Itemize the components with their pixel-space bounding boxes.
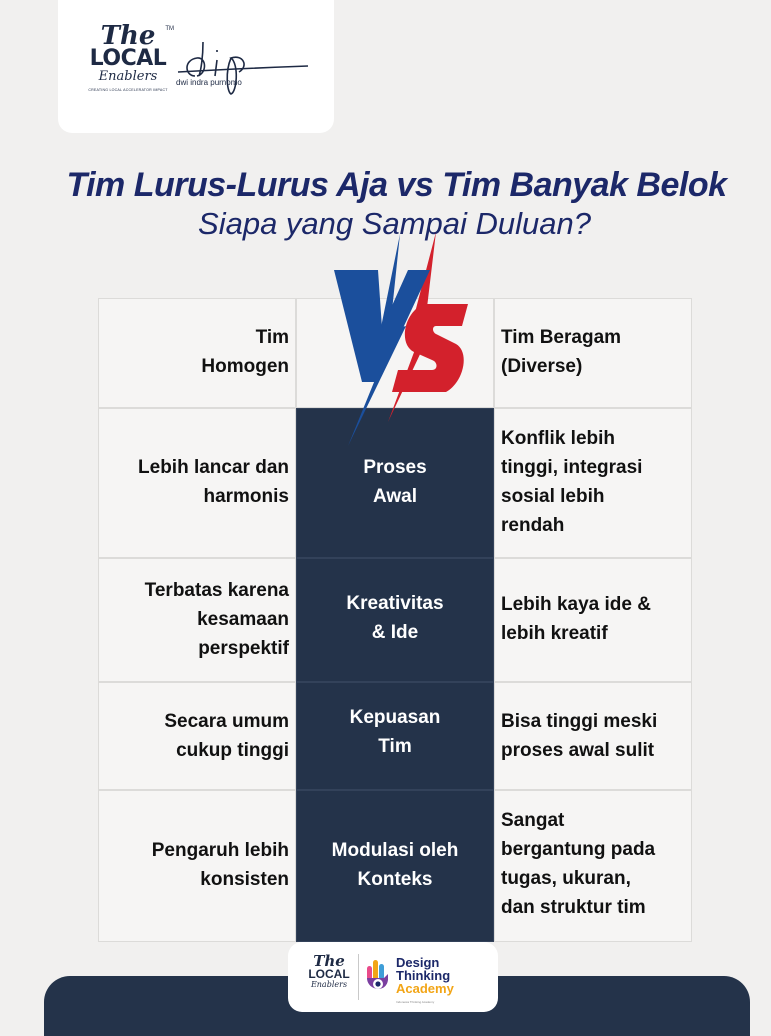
row-mid-text bbox=[297, 703, 493, 761]
row-line: Lebih kaya ide & bbox=[501, 594, 651, 615]
row-line: Lebih lancar dan bbox=[138, 457, 289, 478]
signature-logo-icon bbox=[173, 32, 313, 102]
table-row-left-cell bbox=[98, 682, 296, 790]
row-line: Kepuasan bbox=[349, 707, 441, 728]
brand-logo-card bbox=[58, 0, 334, 133]
row-left-text bbox=[138, 453, 289, 511]
row-line: kesamaan bbox=[197, 609, 289, 630]
table-row-left-cell bbox=[98, 408, 296, 558]
row-mid-text bbox=[297, 836, 493, 894]
header-right-line: Tim Beragam bbox=[501, 327, 622, 348]
logo-local-text: LOCAL bbox=[89, 46, 167, 71]
row-right-text bbox=[501, 806, 655, 922]
table-row-right-cell bbox=[494, 408, 692, 558]
header-right-cell bbox=[494, 298, 692, 408]
row-right-text bbox=[501, 424, 642, 540]
logo-the-text: The bbox=[100, 21, 156, 51]
row-line: rendah bbox=[501, 515, 565, 536]
row-line: & Ide bbox=[371, 622, 419, 643]
row-line: perspektif bbox=[198, 638, 289, 659]
row-line: Konflik lebih bbox=[501, 428, 615, 449]
table-row-left-cell bbox=[98, 558, 296, 682]
page-subtitle: Siapa yang Sampai Duluan? bbox=[198, 206, 591, 241]
table-row-mid-cell bbox=[296, 790, 494, 942]
row-right-text bbox=[501, 590, 651, 648]
footer-logo-card bbox=[288, 942, 498, 1012]
table-row-right-cell bbox=[494, 790, 692, 942]
row-line: konsisten bbox=[200, 869, 289, 890]
row-left-text bbox=[152, 836, 289, 894]
row-line: proses awal sulit bbox=[501, 740, 655, 761]
header-right-line: (Diverse) bbox=[501, 356, 583, 377]
row-line: Kreativitas bbox=[346, 593, 444, 614]
row-mid-text bbox=[297, 589, 493, 647]
row-line: Terbatas karena bbox=[144, 580, 289, 601]
header-left-line: Tim bbox=[255, 327, 289, 348]
table-row-mid-cell bbox=[296, 682, 494, 790]
row-mid-text bbox=[297, 453, 493, 511]
header-left-line: Homogen bbox=[201, 356, 289, 377]
row-line: harmonis bbox=[203, 486, 289, 507]
trademark-mark: TM bbox=[165, 26, 174, 32]
row-line: lebih kreatif bbox=[501, 623, 608, 644]
header-left-cell bbox=[98, 298, 296, 408]
row-line: tinggi, integrasi bbox=[501, 457, 643, 478]
row-line: Modulasi oleh bbox=[331, 840, 459, 861]
row-line: Proses bbox=[363, 457, 427, 478]
table-row-right-cell bbox=[494, 558, 692, 682]
table-row-mid-cell bbox=[296, 558, 494, 682]
design-thinking-academy-logo bbox=[396, 956, 454, 1009]
logo-tagline: CREATING LOCAL ACCELERATOR IMPACT bbox=[88, 88, 168, 92]
row-left-text bbox=[145, 576, 289, 663]
row-line: bergantung pada bbox=[501, 839, 656, 860]
footer-logo-the: The bbox=[313, 952, 345, 970]
row-line: Bisa tinggi meski bbox=[501, 711, 658, 732]
footer-logo-local: LOCAL bbox=[308, 967, 350, 981]
row-line: Secara umum bbox=[164, 711, 289, 732]
dta-line: Design bbox=[396, 955, 440, 970]
dta-tagline: Indonesia Thinking Academy bbox=[396, 1000, 435, 1004]
footer-divider bbox=[358, 954, 359, 1000]
logo-enablers-text: Enablers bbox=[98, 69, 158, 84]
row-line: dan struktur tim bbox=[501, 897, 646, 918]
table-row-left-cell bbox=[98, 790, 296, 942]
row-line: Konteks bbox=[357, 869, 433, 890]
row-right-text bbox=[501, 707, 657, 765]
header-right-text bbox=[501, 323, 621, 381]
row-line: sosial lebih bbox=[501, 486, 605, 507]
the-local-enablers-logo bbox=[88, 21, 174, 92]
page-title: Tim Lurus-Lurus Aja vs Tim Banyak Belok bbox=[66, 166, 727, 204]
row-line: Tim bbox=[378, 736, 412, 757]
row-line: Pengaruh lebih bbox=[151, 840, 289, 861]
hand-logo-icon bbox=[364, 956, 392, 996]
dta-line: Academy bbox=[396, 981, 454, 996]
table-row-right-cell bbox=[494, 682, 692, 790]
row-line: tugas, ukuran, bbox=[501, 868, 631, 889]
signature-name: dwi indra purnomo bbox=[176, 78, 242, 87]
the-local-enablers-footer-logo bbox=[306, 954, 352, 989]
row-line: Sangat bbox=[501, 810, 565, 831]
row-line: cukup tinggi bbox=[176, 740, 289, 761]
versus-icon bbox=[328, 232, 478, 460]
footer-logo-enablers: Enablers bbox=[310, 980, 348, 989]
dta-line: Thinking bbox=[396, 968, 451, 983]
header-left-text bbox=[201, 323, 289, 381]
row-line: Awal bbox=[372, 486, 417, 507]
row-left-text bbox=[164, 707, 289, 765]
